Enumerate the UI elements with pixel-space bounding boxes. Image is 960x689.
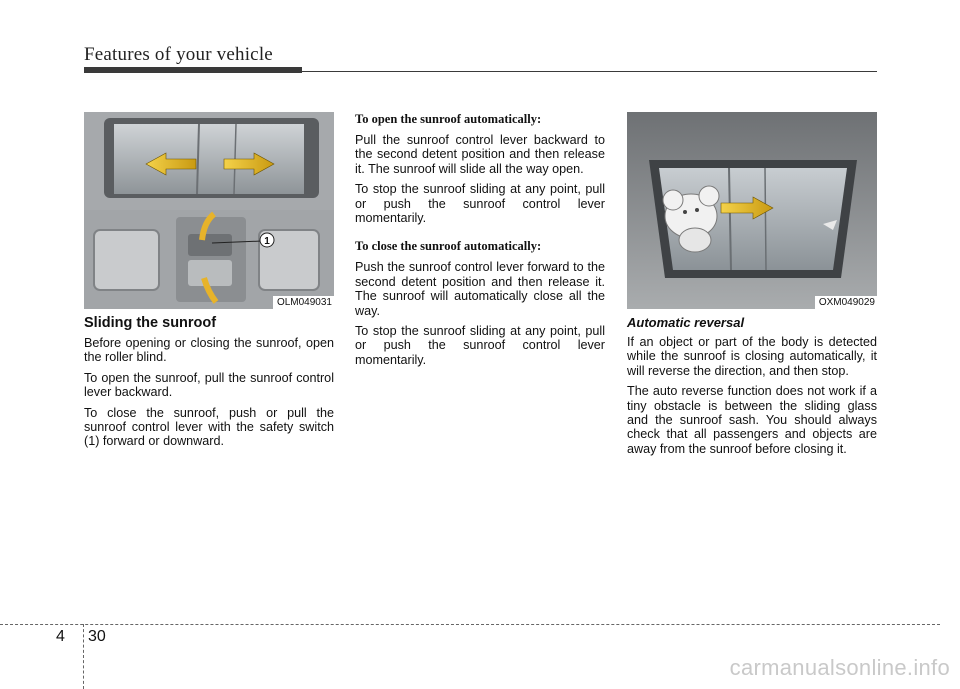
figure-code: OXM049029 bbox=[815, 296, 877, 309]
auto-reversal-drawing bbox=[627, 112, 877, 309]
automatic-reversal-heading: Automatic reversal bbox=[627, 315, 745, 330]
section-heading: Sliding the sunroof bbox=[84, 315, 217, 331]
sunroof-lever-illustration bbox=[84, 112, 334, 309]
paragraph: Push the sunroof control lever forward to the second detent position and then release it. The sunroof will automatically close all the way. bbox=[355, 260, 605, 318]
footer-dashed-divider bbox=[83, 624, 84, 689]
paragraph: To stop the sunroof sliding at any point, pull or push the sunroof control lever momentarily. bbox=[355, 324, 605, 367]
paragraph: Before opening or closing the sunroof, open the roller blind. bbox=[84, 336, 334, 365]
page-header-title: Features of your vehicle bbox=[84, 44, 273, 65]
sunroof-lever-drawing bbox=[84, 112, 334, 309]
right-column bbox=[627, 112, 877, 462]
site-watermark: carmanualsonline.info bbox=[729, 655, 950, 680]
auto-reversal-illustration bbox=[627, 112, 877, 309]
paragraph: If an object or part of the body is detected while the sunroof is closing automatically, it will reverse the direction, and then stop. bbox=[627, 335, 877, 378]
page-number: 30 bbox=[88, 628, 106, 645]
left-column bbox=[84, 112, 334, 455]
paragraph: Pull the sunroof control lever backward to the second detent position and then release it. The sunroof will slide all the way open. bbox=[355, 133, 605, 176]
close-automatically-heading: To close the sunroof automatically: bbox=[355, 239, 542, 254]
open-automatically-heading: To open the sunroof automatically: bbox=[355, 112, 542, 126]
figure-code: OLM049031 bbox=[273, 296, 334, 309]
section-number: 4 bbox=[56, 628, 65, 645]
header-rule bbox=[84, 71, 877, 72]
callout-1-label: 1 bbox=[264, 236, 270, 247]
middle-column bbox=[355, 112, 605, 373]
footer-dashed-rule bbox=[0, 624, 940, 625]
paragraph: To stop the sunroof sliding at any point, pull or push the sunroof control lever momentarily. bbox=[355, 182, 605, 226]
paragraph: To open the sunroof, pull the sunroof control lever backward. bbox=[84, 370, 334, 400]
paragraph: To close the sunroof, push or pull the sunroof control lever with the safety switch (1) forward or downward. bbox=[84, 405, 334, 449]
paragraph: The auto reverse function does not work if a tiny obstacle is between the sliding glass and the sunroof sash. You should always check that all passengers and objects are away from the sunroof before closing it. bbox=[627, 384, 877, 456]
header-accent-bar bbox=[84, 67, 302, 73]
